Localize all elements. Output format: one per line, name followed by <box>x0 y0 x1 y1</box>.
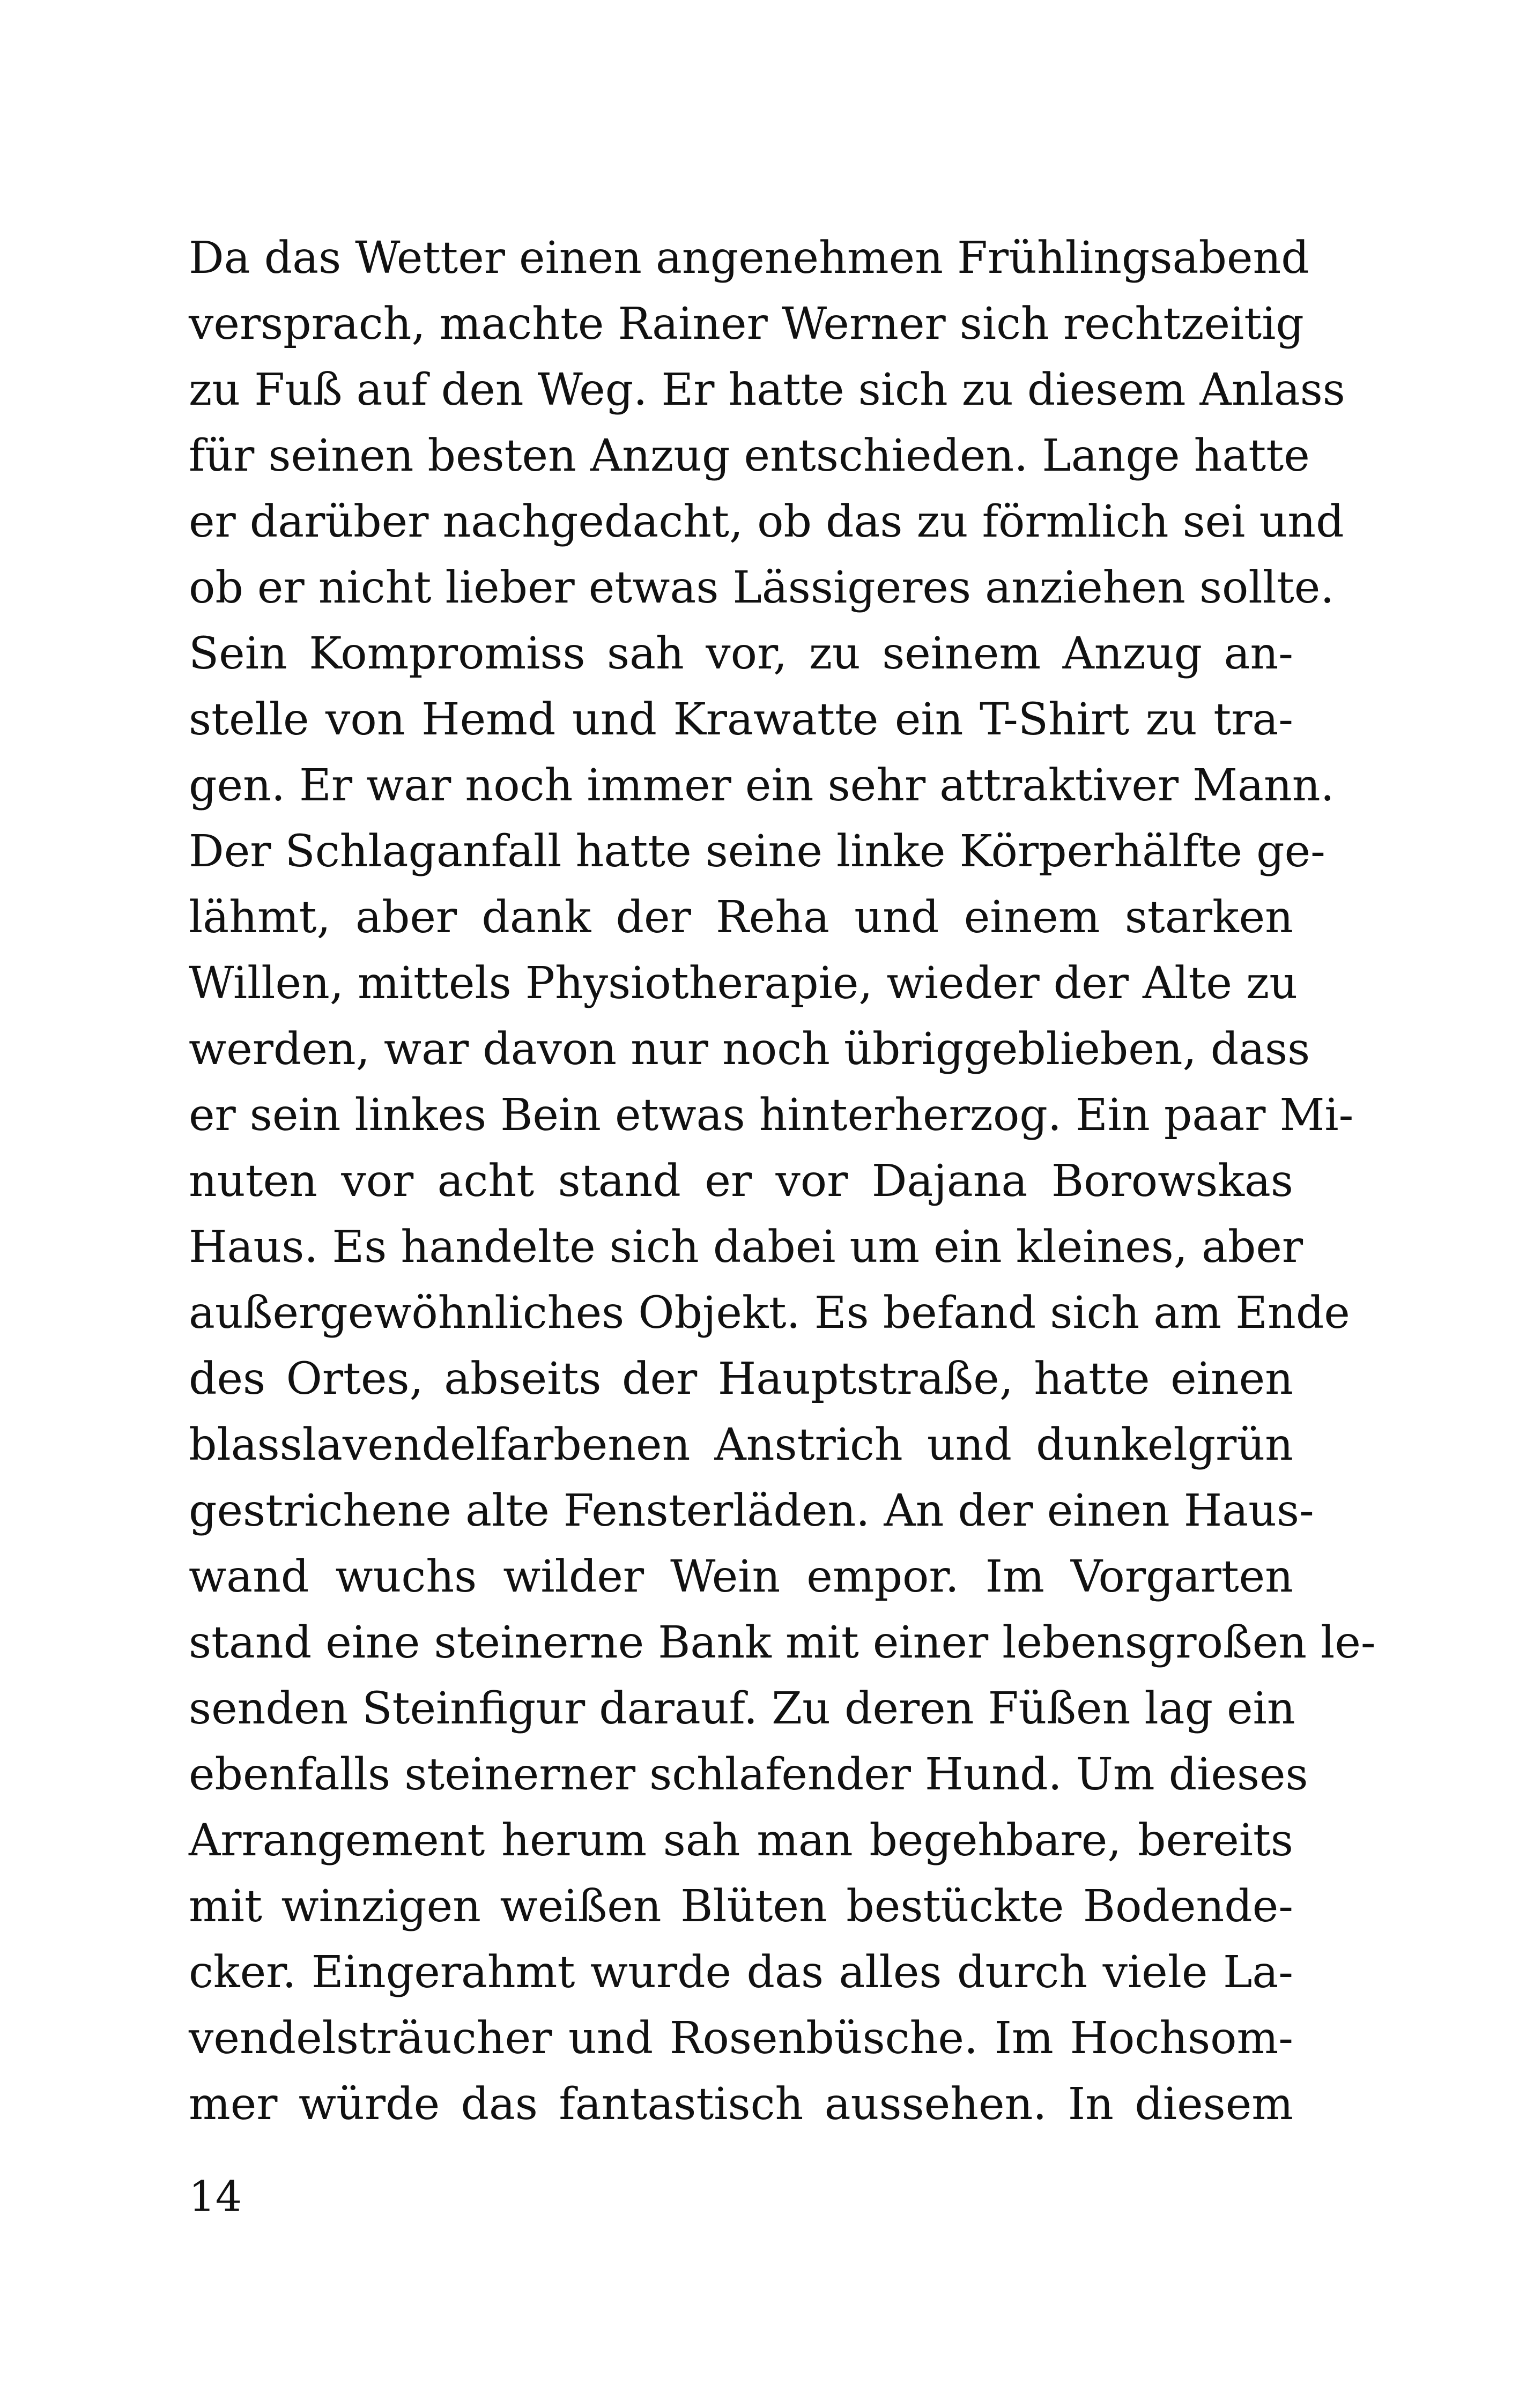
text-line: außergewöhnliches Objekt. Es befand sich am Ende <box>189 1288 1350 1339</box>
text-line: stand eine steinerne Bank mit einer lebensgroßen le- <box>189 1617 1376 1668</box>
text-line: mit winzigen weißen Blüten bestückte Bodende- <box>189 1881 1293 1932</box>
text-line: ob er nicht lieber etwas Lässigeres anziehen sollte. <box>189 562 1335 613</box>
text-line: er darüber nachgedacht, ob das zu förmlich sei und <box>189 496 1344 547</box>
text-line: zu Fuß auf den Weg. Er hatte sich zu diesem Anlass <box>189 365 1345 415</box>
text-line: Arrangement herum sah man begehbare, bereits <box>189 1815 1293 1866</box>
page-number: 14 <box>189 2173 242 2221</box>
text-line: Der Schlaganfall hatte seine linke Körperhälfte ge- <box>189 826 1325 877</box>
text-line: Da das Wetter einen angenehmen Frühlingsabend <box>189 233 1309 284</box>
text-line: nuten vor acht stand er vor Dajana Borowskas <box>189 1156 1293 1207</box>
text-line: Sein Kompromiss sah vor, zu seinem Anzug an- <box>189 628 1293 679</box>
text-line: blasslavendelfarbenen Anstrich und dunkelgrün <box>189 1419 1293 1470</box>
text-line: gestrichene alte Fensterläden. An der einen Haus- <box>189 1485 1314 1536</box>
text-line: Willen, mittels Physiotherapie, wieder der Alte zu <box>189 958 1298 1009</box>
text-line: vendelsträucher und Rosenbüsche. Im Hochsom- <box>189 2013 1293 2064</box>
text-line: Haus. Es handelte sich dabei um ein kleines, aber <box>189 1222 1303 1273</box>
text-line: werden, war davon nur noch übriggeblieben, dass <box>189 1024 1310 1075</box>
text-line: gen. Er war noch immer ein sehr attraktiver Mann. <box>189 760 1335 811</box>
text-line: senden Steinfigur darauf. Zu deren Füßen lag ein <box>189 1683 1295 1734</box>
text-line: für seinen besten Anzug entschieden. Lange hatte <box>189 430 1310 481</box>
text-line: versprach, machte Rainer Werner sich rechtzeitig <box>189 299 1304 350</box>
text-line: er sein linkes Bein etwas hinterherzog. Ein paar Mi- <box>189 1090 1354 1141</box>
text-line: cker. Eingerahmt wurde das alles durch viele La- <box>189 1947 1293 1998</box>
text-line: wand wuchs wilder Wein empor. Im Vorgarten <box>189 1551 1293 1602</box>
text-line: stelle von Hemd und Krawatte ein T-Shirt zu tra- <box>189 694 1293 745</box>
body-text <box>189 225 1376 2137</box>
text-line: mer würde das fantastisch aussehen. In diesem <box>189 2079 1293 2130</box>
text-line: des Ortes, abseits der Hauptstraße, hatte einen <box>189 1354 1293 1404</box>
text-line: ebenfalls steinerner schlafender Hund. Um dieses <box>189 1749 1308 1800</box>
text-line: lähmt, aber dank der Reha und einem starken <box>189 892 1293 943</box>
